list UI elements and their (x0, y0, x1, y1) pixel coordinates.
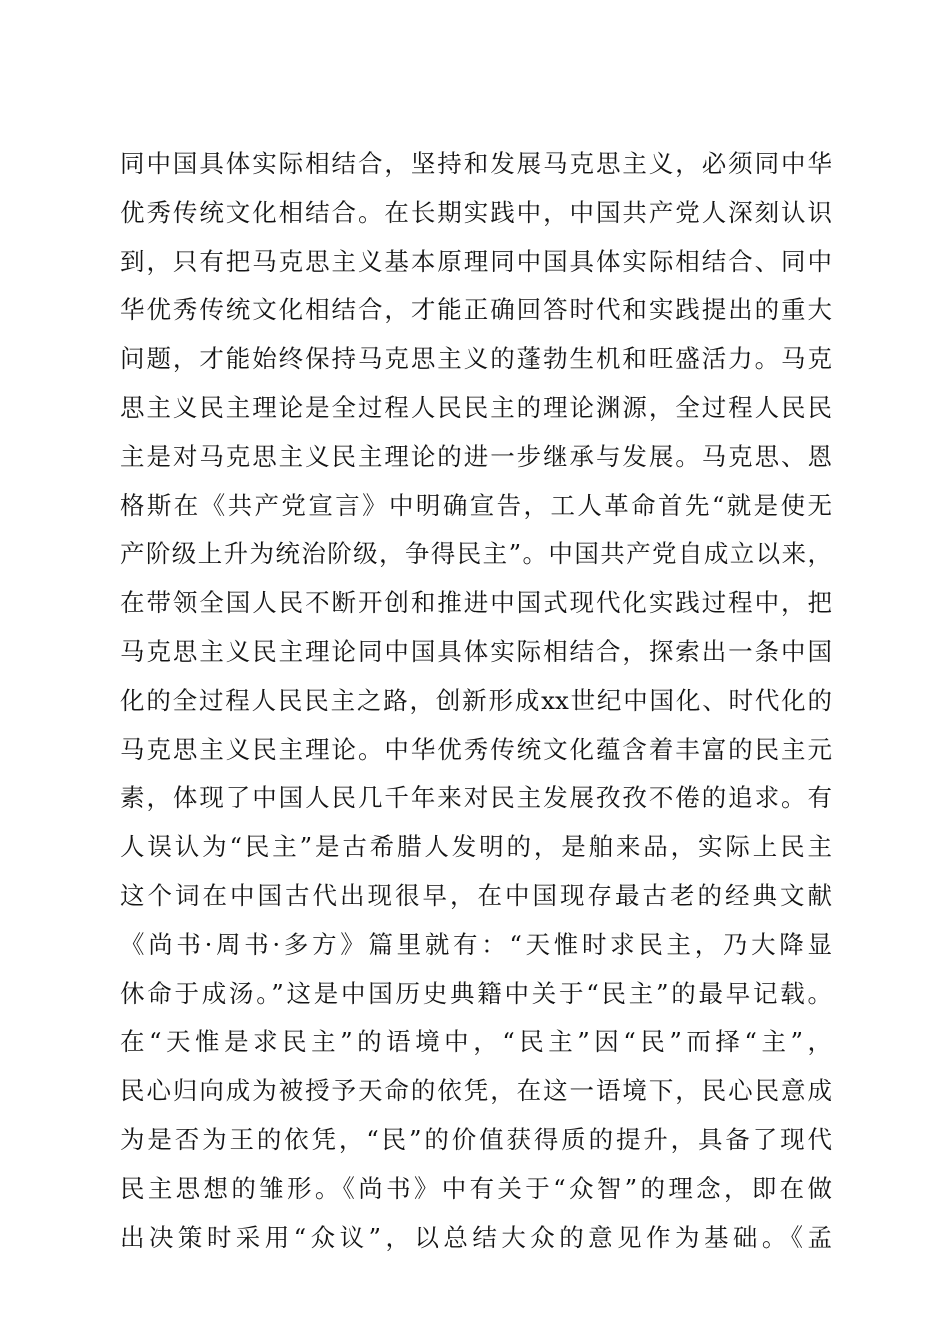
text-line: 《尚书·周书·多方》篇里就有：“天惟时求民主，乃大降显 (120, 929, 832, 959)
text-line: 华优秀传统文化相结合，才能正确回答时代和实践提出的重大 (120, 295, 832, 325)
text-line: 人误认为“民主”是古希腊人发明的，是舶来品，实际上民主 (120, 832, 832, 862)
text-line: 化的全过程人民民主之路，创新形成xx世纪中国化、时代化的 (120, 685, 832, 715)
text-line: 在“天惟是求民主”的语境中，“民主”因“民”而择“主”， (120, 1027, 832, 1057)
text-line: 产阶级上升为统治阶级，争得民主”。中国共产党自成立以来， (120, 539, 832, 569)
text-line: 主是对马克思主义民主理论的进一步继承与发展。马克思、恩 (120, 441, 832, 471)
text-line: 马克思主义民主理论。中华优秀传统文化蕴含着丰富的民主元 (120, 734, 832, 764)
text-line: 格斯在《共产党宣言》中明确宣告，工人革命首先“就是使无 (120, 490, 832, 520)
text-line: 同中国具体实际相结合，坚持和发展马克思主义，必须同中华 (120, 149, 832, 178)
text-line: 在带领全国人民不断开创和推进中国式现代化实践过程中，把 (120, 588, 832, 618)
body-text (120, 140, 832, 1262)
text-line: 出决策时采用“众议”，以总结大众的意见作为基础。《孟 (120, 1222, 832, 1252)
text-line: 素，体现了中国人民几千年来对民主发展孜孜不倦的追求。有 (120, 783, 832, 813)
text-line: 民心归向成为被授予天命的依凭，在这一语境下，民心民意成 (120, 1076, 832, 1106)
text-line: 问题，才能始终保持马克思主义的蓬勃生机和旺盛活力。马克 (120, 344, 832, 374)
text-line: 为是否为王的依凭，“民”的价值获得质的提升，具备了现代 (120, 1124, 832, 1154)
text-line: 优秀传统文化相结合。在长期实践中，中国共产党人深刻认识 (120, 197, 832, 227)
text-line: 这个词在中国古代出现很早，在中国现存最古老的经典文献 (120, 880, 832, 910)
text-line: 休命于成汤。”这是中国历史典籍中关于“民主”的最早记载。 (120, 978, 832, 1008)
text-line: 到，只有把马克思主义基本原理同中国具体实际相结合、同中 (120, 246, 832, 276)
text-line: 思主义民主理论是全过程人民民主的理论渊源，全过程人民民 (120, 392, 832, 422)
text-line: 民主思想的雏形。《尚书》中有关于“众智”的理念，即在做 (120, 1173, 832, 1203)
text-line: 马克思主义民主理论同中国具体实际相结合，探索出一条中国 (120, 636, 832, 666)
